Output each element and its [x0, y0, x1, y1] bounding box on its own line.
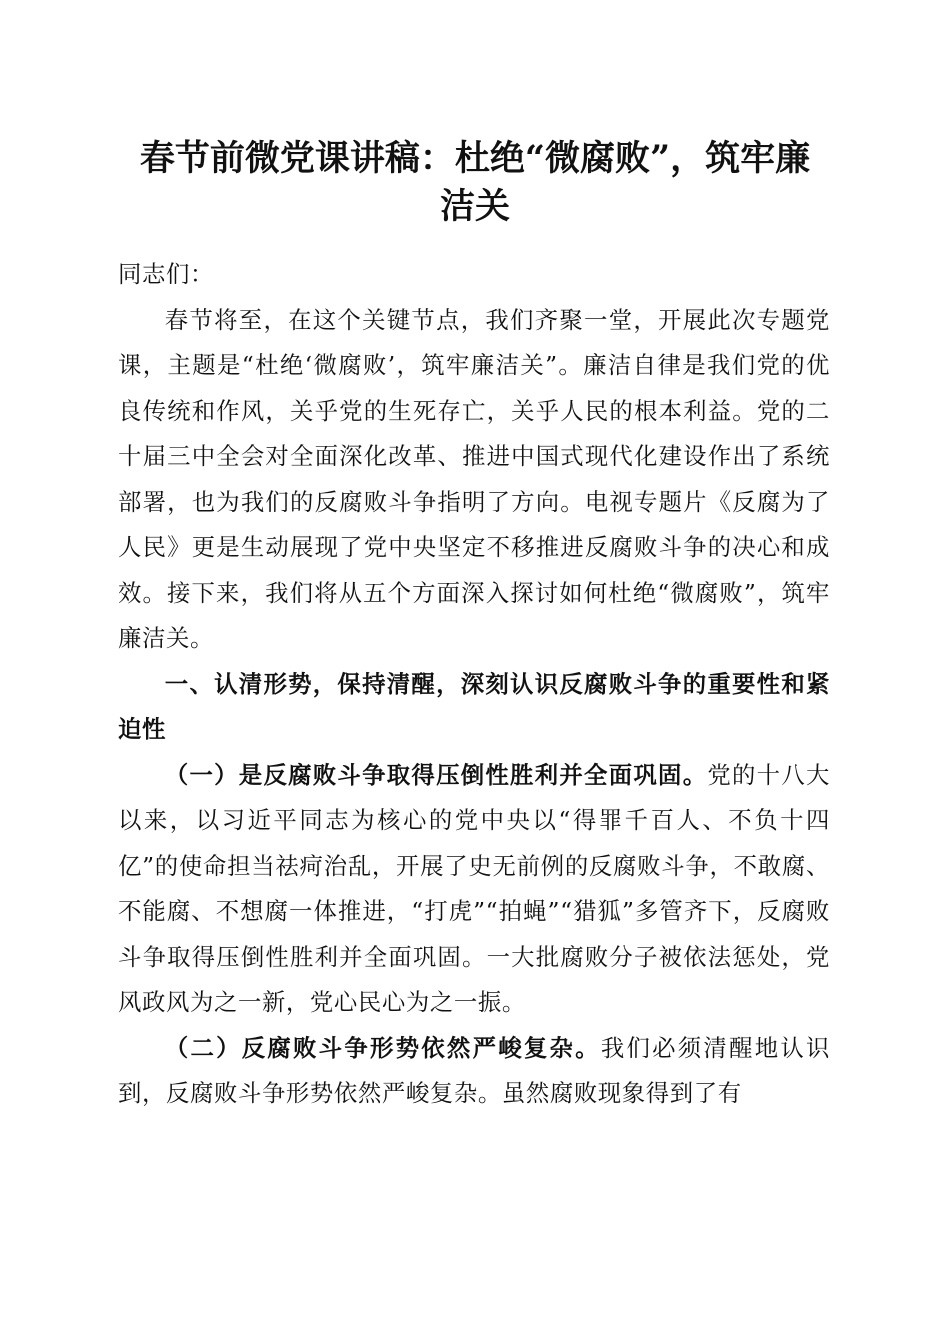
subsection-1-text: 党的十八大以来，以习近平同志为核心的党中央以“得罪千百人、不负十四亿”的使命担当祛疴治乱，开展了史无前例的反腐败斗争，不敢腐、不能腐、不想腐一体推进，“打虎”“拍蝇”“猎狐”多管齐下，反腐败斗争取得压倒性胜利并全面巩固。一大批腐败分子被依法惩处，党风政风为之一新，党心民心为之一振。 [118, 760, 830, 1016]
document-title [100, 135, 850, 231]
salutation: 同志们： [118, 260, 214, 288]
section-1-heading: 一、认清形势，保持清醒，深刻认识反腐败斗争的重要性和紧迫性 [118, 669, 830, 743]
document-body [118, 252, 830, 1117]
subsection-2-lead: （二）反腐败斗争形势依然严峻复杂。 [164, 1033, 601, 1062]
subsection-1-paragraph [118, 753, 830, 1026]
intro-paragraph: 春节将至，在这个关键节点，我们齐聚一堂，开展此次专题党课，主题是“杜绝‘微腐败’，筑牢廉洁关”。廉洁自律是我们党的优良传统和作风，关乎党的生死存亡，关乎人民的根本利益。党的二十届三中全会对全面深化改革、推进中国式现代化建设作出了系统部署，也为我们的反腐败斗争指明了方向。电视专题片《反腐为了人民》更是生动展现了党中央坚定不移推进反腐败斗争的决心和成效。接下来，我们将从五个方面深入探讨如何杜绝“微腐败”，筑牢廉洁关。 [118, 305, 830, 652]
title-line-2: 洁关 [439, 186, 510, 227]
title-line-1: 春节前微党课讲稿：杜绝“微腐败”，筑牢廉 [139, 138, 811, 179]
subsection-2-text: 我们必须清醒地认识到，反腐败斗争形势依然严峻复杂。虽然腐败现象得到了有 [118, 1033, 831, 1107]
subsection-2-paragraph [118, 1026, 830, 1117]
subsection-1-lead: （一）是反腐败斗争取得压倒性胜利并全面巩固。 [164, 760, 708, 789]
